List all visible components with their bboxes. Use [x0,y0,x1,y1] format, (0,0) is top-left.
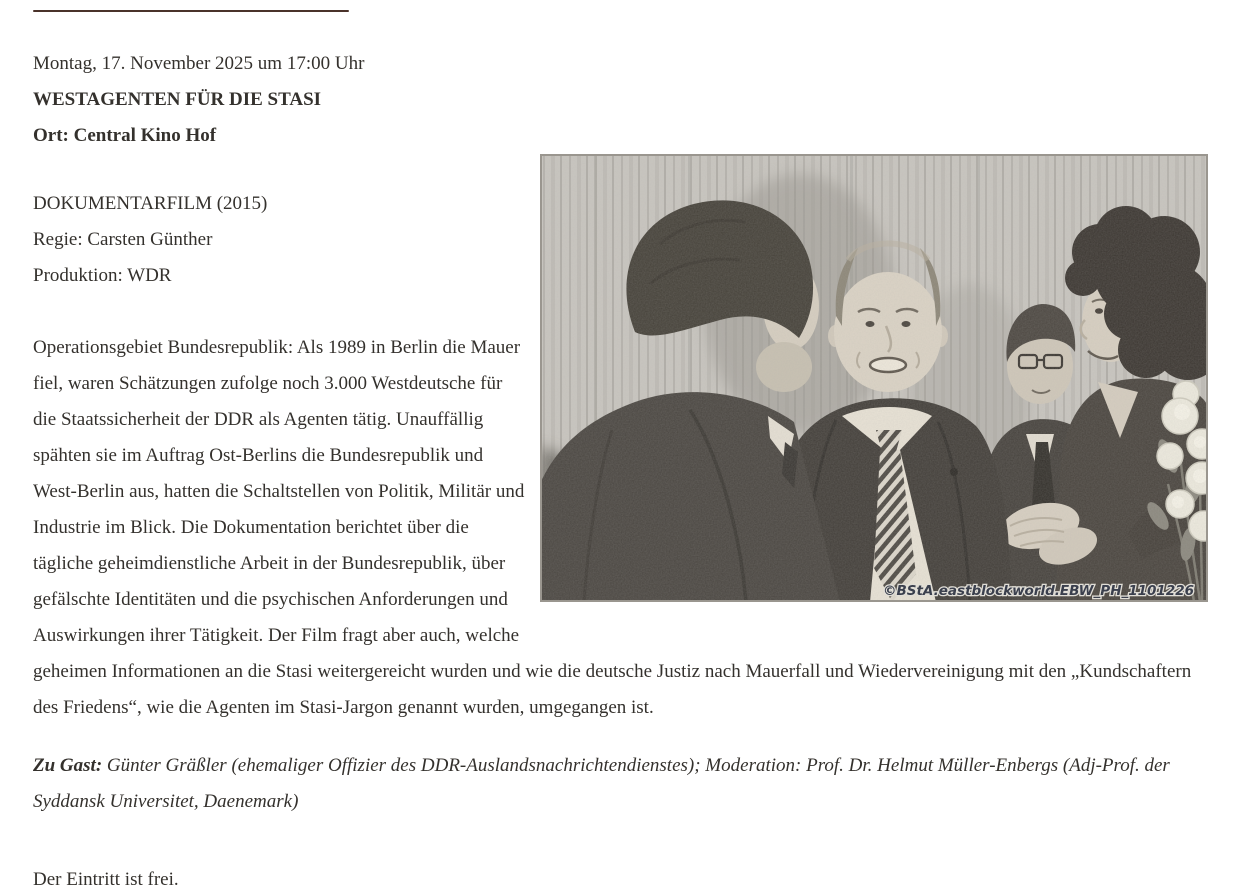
film-type: DOKUMENTARFILM (2015) [33,193,268,214]
event-photo-illustration [540,154,1208,602]
guests-block [33,748,1208,820]
event-photo [540,154,1208,602]
admission-note: Der Eintritt ist frei. [33,869,179,890]
event-location: Ort: Central Kino Hof [33,125,217,146]
film-synopsis: Operationsgebiet Bundesrepublik: Als 1989 in Berlin die Mauer fiel, waren Schätzungen zufolge noch 3.000 Westdeutsche für die Staatssicherheit der DDR als Agenten tätig. Unauffällig spähten sie im Auftrag Ost-Berlins die Bundesrepublik und West-Berlin aus, hatten die Schaltstellen von Politik, Militär und Industrie im Blick. Die Dokumentation berichtet über die tägliche geheimdienstliche Arbeit in der Bundesrepublik, über gefälschte Identitäten und die psychischen Anforderungen und Auswirkungen ihrer Tätigkeit. Der Film fragt aber auch, welche geheimen Informationen an die Stasi weitergereicht wurden und wie die deutsche Justiz nach Mauerfall und Wiedervereinigung mit den „Kundschaftern des Friedens“, wie die Agenten im Stasi-Jargon genannt wurden, umgegangen ist. [33,337,1192,718]
top-divider-rule [33,10,349,12]
event-title: WESTAGENTEN FÜR DIE STASI [33,89,322,110]
event-datetime: Montag, 17. November 2025 um 17:00 Uhr [33,53,365,74]
film-grain-overlay [540,154,1208,602]
guests-label: Zu Gast: [33,755,103,776]
event-block [33,46,1208,154]
film-director: Regie: Carsten Günther [33,229,213,250]
photo-caption: ©BStA.eastblockworld.EBW_PH_1101226 [882,583,1194,599]
film-production: Produktion: WDR [33,265,172,286]
guests-text: Günter Gräßler (ehemaliger Offizier des DDR-Auslandsnachrichtendienstes); Moderation: Prof. Dr. Helmut Müller-Enbergs (Adj-Prof. der Syddansk Universitet, Daenemark) [33,755,1170,812]
